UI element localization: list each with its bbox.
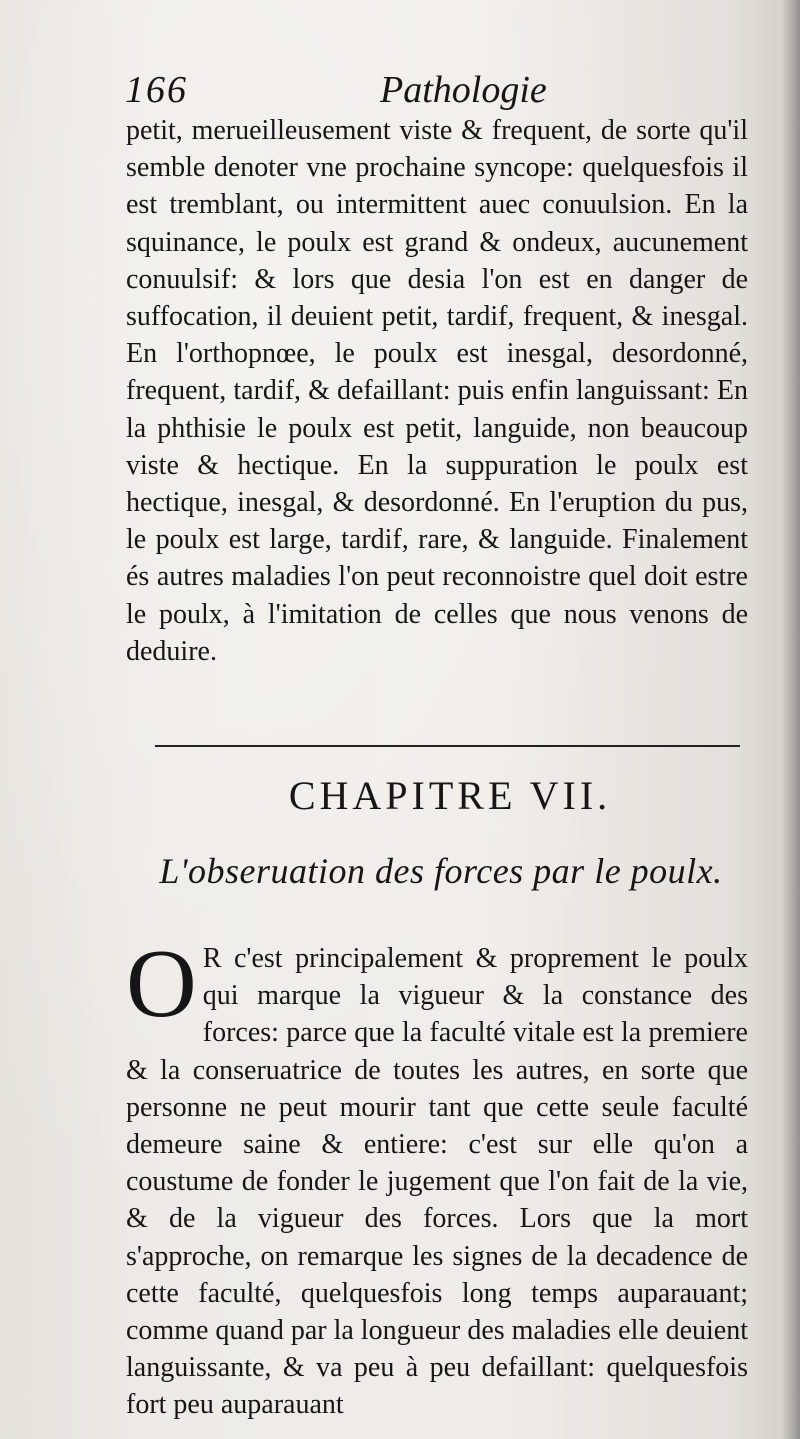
chapter-title: CHAPITRE VII.: [288, 773, 612, 818]
paragraph-continued: petit, merueilleusement viste & frequent, de sorte qu'il semble denoter vne prochaine syncope: quelquesfois il est tremblant, ou intermittent auec conuulsion. En la squinance, le poulx est grand & ondeux, aucunement conuulsif: & lors que desia l'on est en danger de suffocation, il deuient petit, tardif, frequent, & inesgal. En l'orthopnœe, le poulx est inesgal, desordonné, frequent, tardif, & defaillant: puis enfin languissant: En la phthisie le poulx est petit, languide, non beaucoup viste & hectique. En la suppuration le poulx est hectique, inesgal, & desordonné. En l'eruption du pus, le poulx est large, tardif, rare, & languide. Finalement és autres maladies l'on peut reconnoistre quel doit estre le poulx, à l'imitation de celles que nous venons de deduire.: [126, 115, 748, 667]
chapter-paragraph: [126, 930, 749, 1424]
running-head: Pathologie: [380, 69, 547, 111]
page-number: 166: [125, 69, 188, 111]
chapter-subtitle: L'obseruation des forces par le poulx.: [159, 851, 723, 891]
chapter-paragraph-text: R c'est principalement & proprement le poulx qui marque la vigueur & la constance des forces: parce que la faculté vitale est la premiere & la conseruatrice de toutes les autres, en sorte que personne ne peut mourir tant que cette seule faculté demeure saine & entiere: c'est sur elle qu'on a coustume de fonder le jugement que l'on fait de la vie, & de la vigueur des forces. Lors que la mort s'approche, on remarque les signes de la decadence de cette faculté, quelquesfois long temps auparauant; comme quand par la longueur des maladies elle deuient languissante, & va peu à peu defaillant: quelquesfois fort peu auparauant: [126, 943, 749, 1421]
page-spine-shadow: [782, 0, 800, 1439]
drop-cap: O: [126, 930, 197, 1038]
section-divider: [155, 745, 740, 747]
